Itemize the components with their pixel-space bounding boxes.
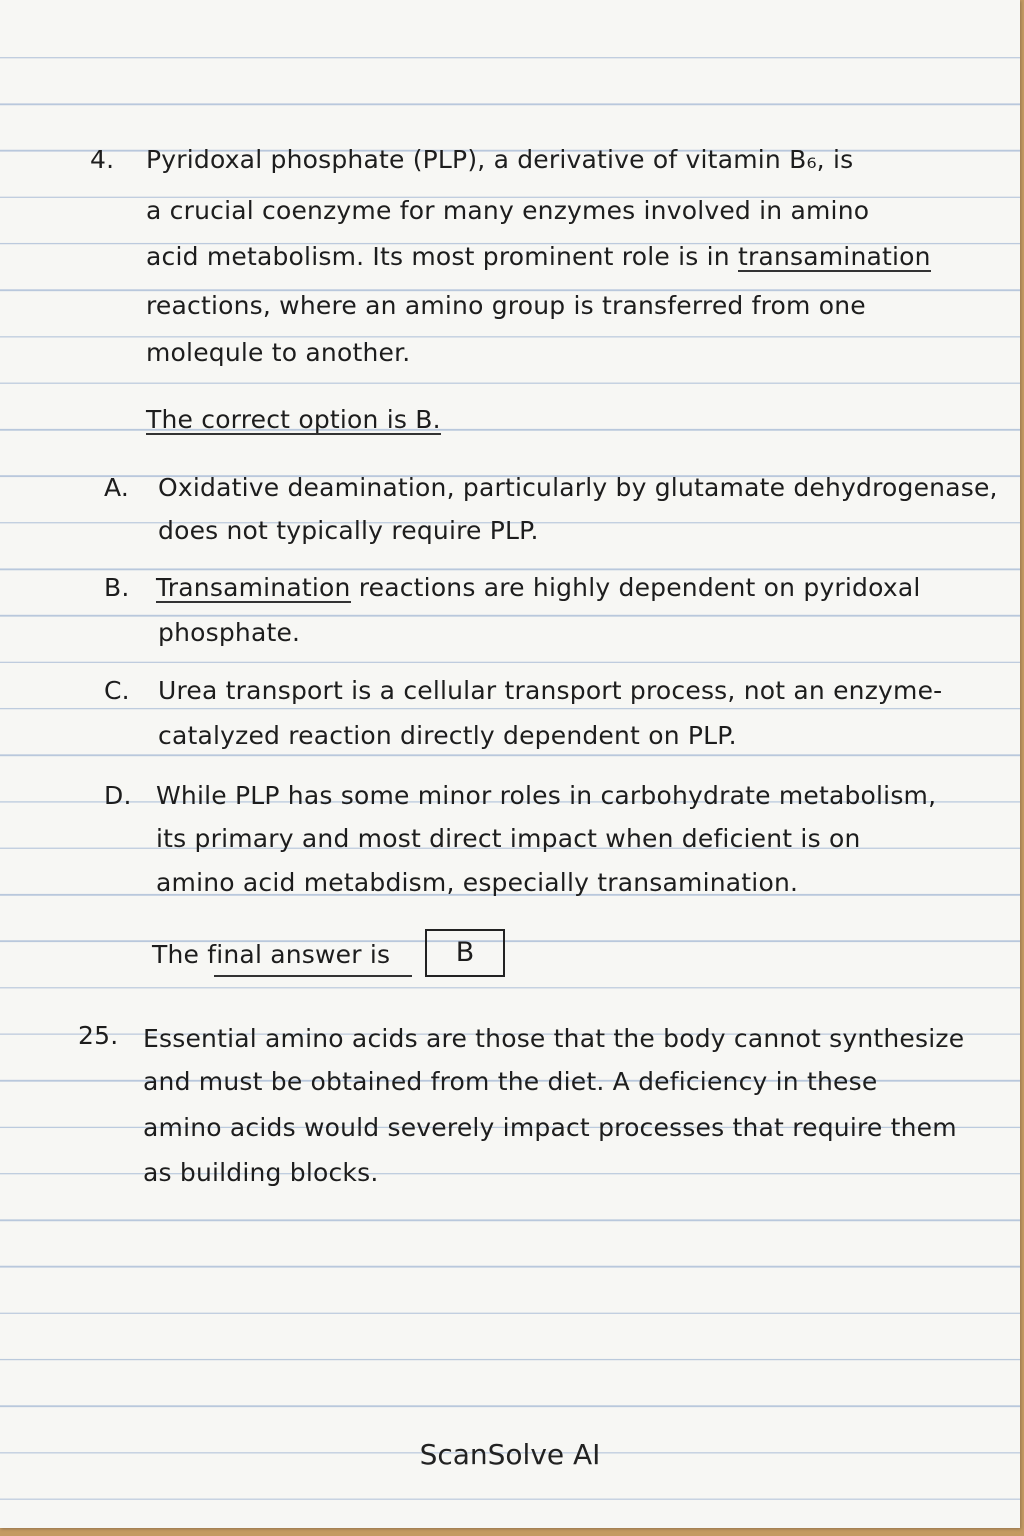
underlined-transamination-b: Transamination bbox=[156, 573, 351, 602]
q4-line-4: reactions, where an amino group is transferred from one bbox=[146, 291, 866, 320]
q4-line-1: Pyridoxal phosphate (PLP), a derivative of vitamin B₆, is bbox=[146, 145, 854, 174]
correct-option-text: The correct option is B. bbox=[146, 405, 441, 434]
option-a-line-2: does not typically require PLP. bbox=[158, 516, 539, 545]
q25-line-4: as building blocks. bbox=[143, 1158, 379, 1187]
option-b-line-1-text: reactions are highly dependent on pyridoxal bbox=[350, 573, 921, 602]
final-answer-box: B bbox=[425, 929, 505, 977]
final-answer-underline bbox=[214, 975, 412, 977]
footer-brand: ScanSolve AI bbox=[419, 1438, 601, 1471]
option-a-letter: A. bbox=[104, 473, 130, 502]
option-a-line-1: Oxidative deamination, particularly by glutamate dehydrogenase, bbox=[158, 473, 998, 502]
option-c-line-1: Urea transport is a cellular transport process, not an enzyme- bbox=[158, 676, 943, 705]
option-c-line-2: catalyzed reaction directly dependent on PLP. bbox=[158, 721, 737, 750]
q4-line-2: a crucial coenzyme for many enzymes involved in amino bbox=[146, 196, 870, 225]
option-b-letter: B. bbox=[104, 573, 130, 602]
q25-line-1: Essential amino acids are those that the body cannot synthesize bbox=[143, 1024, 965, 1053]
option-d-line-3: amino acid metabdism, especially transamination. bbox=[156, 868, 799, 897]
option-c-letter: C. bbox=[104, 676, 130, 705]
option-b-line-1 bbox=[156, 565, 921, 611]
question-number-4: 4. bbox=[90, 145, 115, 174]
option-d-letter: D. bbox=[104, 781, 132, 810]
q25-line-3: amino acids would severely impact processes that require them bbox=[143, 1113, 957, 1142]
q4-line-5: molequle to another. bbox=[146, 338, 411, 367]
option-d-line-1: While PLP has some minor roles in carbohydrate metabolism, bbox=[156, 781, 937, 810]
q25-line-2: and must be obtained from the diet. A deficiency in these bbox=[143, 1067, 878, 1096]
option-b-line-2: phosphate. bbox=[158, 618, 301, 647]
q4-line-3-text: acid metabolism. Its most prominent role is in bbox=[146, 242, 738, 271]
q4-line-3 bbox=[146, 234, 931, 280]
underlined-transamination: transamination bbox=[737, 242, 931, 271]
final-answer-label: The final answer is bbox=[152, 940, 391, 969]
correct-option-line bbox=[146, 397, 441, 443]
question-number-25: 25. bbox=[78, 1021, 119, 1050]
option-d-line-2: its primary and most direct impact when deficient is on bbox=[156, 824, 861, 853]
